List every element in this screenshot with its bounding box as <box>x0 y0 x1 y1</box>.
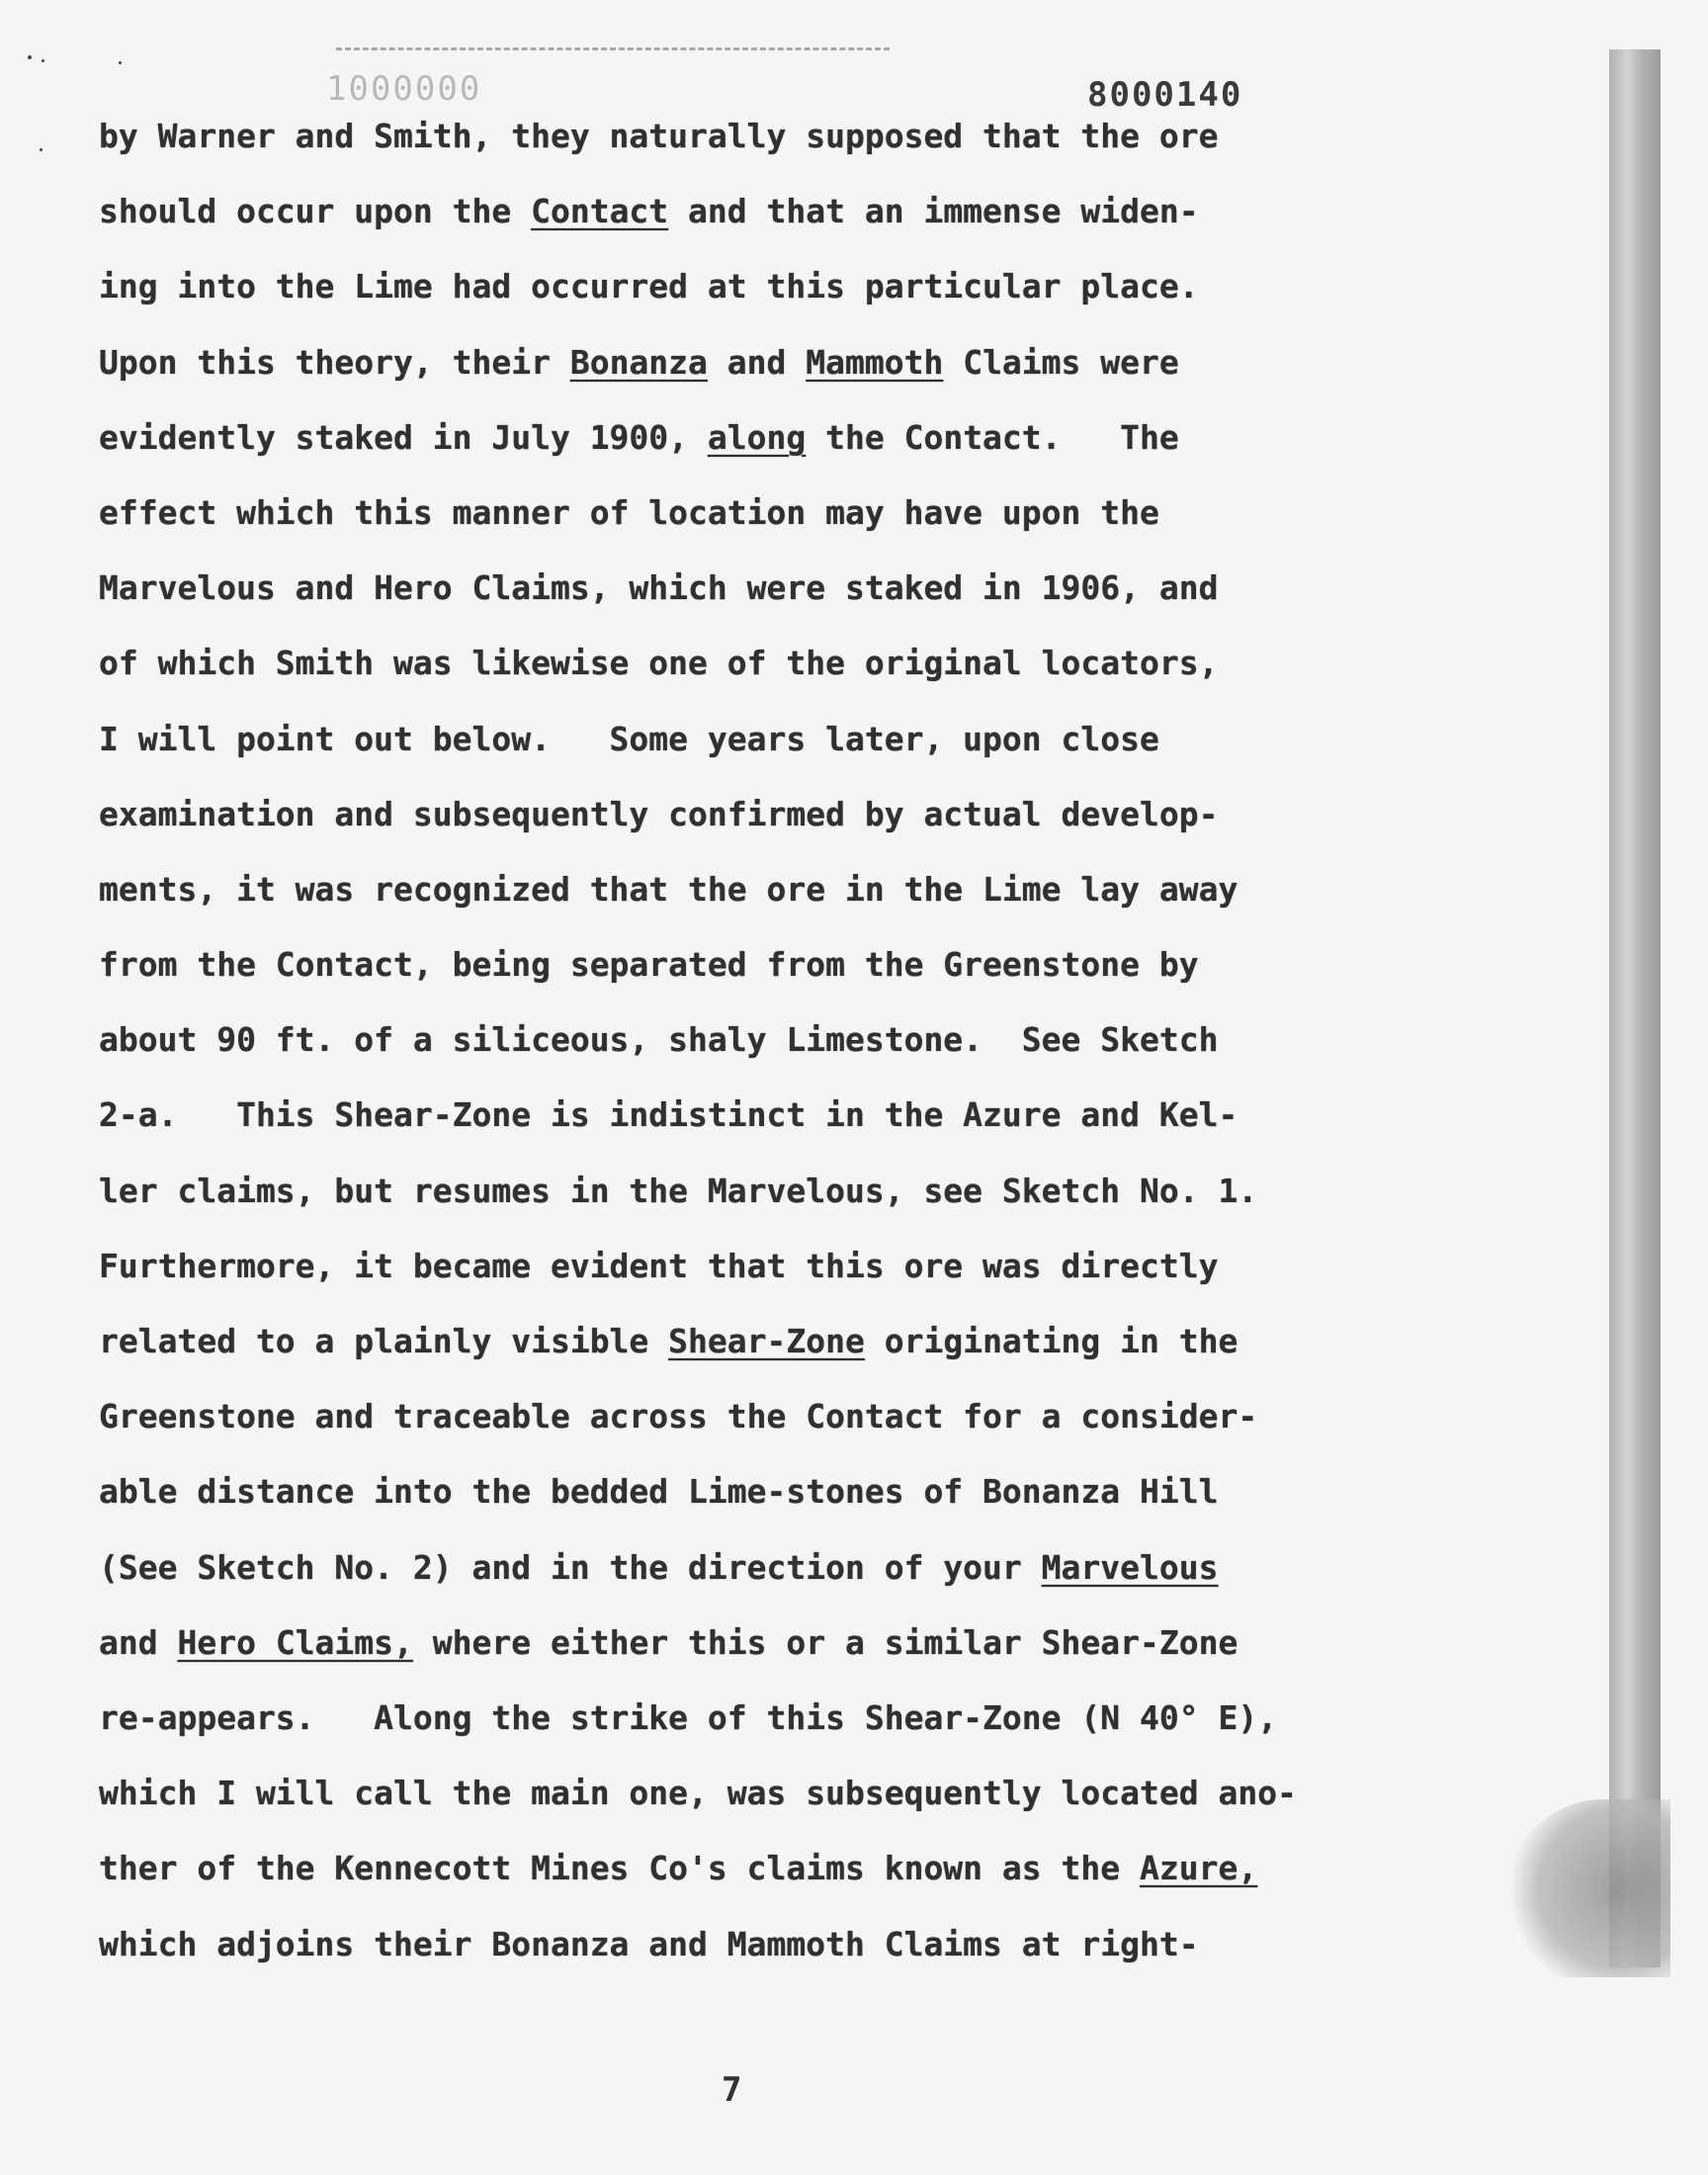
text-line: ing into the Lime had occurred at this particular place. <box>99 267 1199 306</box>
document-stamp-number: 8000140 <box>1087 75 1243 115</box>
text-line: related to a plainly visible Shear-Zone originating in the <box>99 1322 1238 1360</box>
faint-mark: 1000000 <box>326 69 482 109</box>
text-line: should occur upon the Contact and that an immense widen- <box>99 192 1199 231</box>
scan-speck <box>42 59 44 62</box>
text-line: of which Smith was likewise one of the original locators, <box>99 644 1219 683</box>
text-line: Upon this theory, their Bonanza and Mammoth Claims were <box>99 342 1179 382</box>
text-line: from the Contact, being separated from the Greenstone by <box>99 945 1199 985</box>
text-line: 2-a. This Shear-Zone is indistinct in the Azure and Kel- <box>99 1095 1238 1135</box>
text-line: I will point out below. Some years later, upon close <box>99 719 1159 758</box>
text-line: re-appears. Along the strike of this Shear-Zone (N 40° E), <box>99 1697 1278 1737</box>
text-line: ments, it was recognized that the ore in the Lime lay away <box>99 869 1238 909</box>
text-line: Marvelous and Hero Claims, which were staked in 1906, and <box>99 568 1219 608</box>
text-line: (See Sketch No. 2) and in the direction of your Marvelous <box>99 1547 1219 1587</box>
text-line: about 90 ft. of a siliceous, shaly Limestone. See Sketch <box>99 1020 1219 1060</box>
text-line: ther of the Kennecott Mines Co's claims known as the Azure, <box>99 1849 1258 1888</box>
scan-edge-shadow <box>1609 49 1661 1967</box>
page-number: 7 <box>722 2070 742 2110</box>
top-dashed-rule <box>336 47 890 53</box>
text-line: evidently staked in July 1900, along the Contact. The <box>99 417 1179 457</box>
scan-speck <box>119 61 122 64</box>
text-line: which I will call the main one, was subsequently located ano- <box>99 1774 1297 1813</box>
text-line: Greenstone and traceable across the Contact for a consider- <box>99 1397 1258 1436</box>
text-line: examination and subsequently confirmed by actual develop- <box>99 794 1219 833</box>
text-line: which adjoins their Bonanza and Mammoth Claims at right- <box>99 1924 1199 1963</box>
text-line: able distance into the bedded Lime-stones of Bonanza Hill <box>99 1472 1219 1512</box>
scan-speck <box>40 148 43 151</box>
text-line: Furthermore, it became evident that this ore was directly <box>99 1246 1219 1285</box>
text-line: and Hero Claims, where either this or a similar Shear-Zone <box>99 1622 1238 1662</box>
text-line: by Warner and Smith, they naturally supposed that the ore <box>99 117 1219 155</box>
text-line: effect which this manner of location may have upon the <box>99 492 1159 532</box>
scan-speck <box>28 55 32 59</box>
body-text <box>99 99 1562 1982</box>
text-line: ler claims, but resumes in the Marvelous, see Sketch No. 1. <box>99 1171 1258 1210</box>
